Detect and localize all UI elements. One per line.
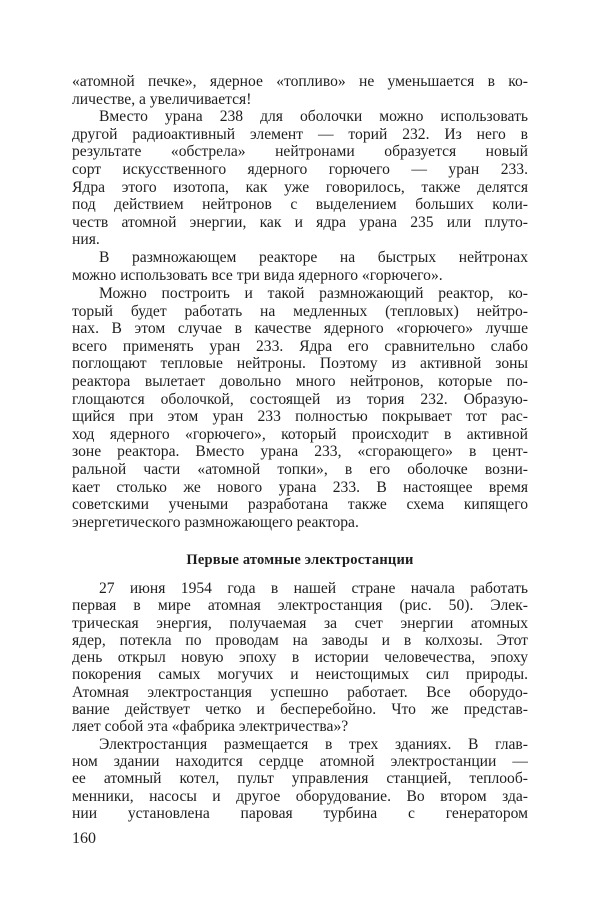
text-line: трическая энергия, получаемая за счет энергии атомных (72, 614, 528, 632)
text-line: честв атомной энергии, как и ядра урана 235 или плуто- (72, 213, 528, 231)
text-line: реактора вылетает довольно много нейтронов, которые по- (72, 372, 528, 390)
page-number: 160 (72, 830, 96, 847)
text-line: ход ядерного «горючего», который происходит в активной (72, 425, 528, 443)
text-line: Ядра этого изотопа, как уже говорилось, также делятся (72, 178, 528, 196)
text-line: В размножающем реакторе на быстрых нейтронах (99, 248, 528, 266)
text-line: ляет собой эта «фабрика электричества»? (72, 718, 349, 736)
text-line: Вместо урана 238 для оболочки можно использовать (99, 108, 528, 126)
paragraph-block-power-stations (72, 580, 528, 822)
text-line: ном здании находится сердце атомной электростанции — (72, 752, 528, 770)
text-line: торый будет работать на медленных (тепловых) нейтро- (72, 302, 528, 320)
text-line: советскими учеными разработана также схема кипящего (72, 496, 528, 514)
paragraph-block-breeder-reactor (72, 73, 528, 284)
text-line: другой радиоактивный элемент — торий 232. Из него в (72, 125, 528, 143)
text-line: результате «обстрела» нейтронами образуется новый (72, 143, 528, 161)
section-heading: Первые атомные электростанции (186, 552, 414, 568)
text-line: 27 июня 1954 года в нашей стране начала работать (99, 580, 528, 597)
text-line: ее атомный котел, пульт управления станцией, теплооб- (72, 770, 528, 788)
text-line: Электростанция размещается в трех зданиях. В глав- (99, 735, 528, 753)
text-line: день открыл новую эпоху в истории человечества, эпоху (72, 649, 528, 667)
text-line: кает столько же нового урана 233. В настоящее время (72, 478, 528, 496)
text-line: вание действует четко и бесперебойно. Что же представ- (72, 701, 528, 719)
text-line: нах. В этом случае в качестве ядерного «горючего» лучше (72, 320, 528, 338)
text-line: под действием нейтронов с выделением больших коли- (72, 196, 528, 214)
text-line: можно использовать все три вида ядерного «горючего». (72, 266, 443, 284)
text-line: ния. (72, 231, 100, 249)
text-line: сорт искусственного ядерного горючего — уран 233. (72, 160, 528, 178)
text-line: Атомная электростанция успешно работает. Все оборудо- (72, 683, 528, 701)
text-line: ральной части «атомной топки», в его оболочке возни- (72, 460, 528, 478)
text-line: личестве, а увеличивается! (72, 90, 252, 108)
text-line: энергетического размножающего реактора. (72, 513, 359, 531)
paragraph-block-thermal-breeder (72, 285, 528, 531)
text-line: первая в мире атомная электростанция (рис. 50). Элек- (72, 597, 528, 615)
text-line: ядер, потекла по проводам на заводы и в колхозы. Этот (72, 631, 528, 649)
text-line: нии установлена паровая турбина с генератором (72, 804, 528, 822)
text-line: зоне реактора. Вместо урана 233, «сгорающего» в цент- (72, 443, 528, 461)
text-line: щийся при этом уран 233 полностью покрывает тот рас- (72, 408, 528, 426)
text-line: всего применять уран 233. Ядра его сравнительно слабо (72, 337, 528, 355)
text-line: Можно построить и такой размножающий реактор, ко- (99, 285, 528, 302)
text-line: менники, насосы и другое оборудование. Во втором зда- (72, 787, 528, 805)
text-line: поглощают тепловые нейтроны. Поэтому из активной зоны (72, 355, 528, 373)
text-line: «атомной печке», ядерное «топливо» не уменьшается в ко- (72, 73, 528, 90)
text-line: глощаются оболочкой, состоящей из тория 232. Образую- (72, 390, 528, 408)
text-line: покорения самых могучих и неистощимых сил природы. (72, 666, 528, 684)
